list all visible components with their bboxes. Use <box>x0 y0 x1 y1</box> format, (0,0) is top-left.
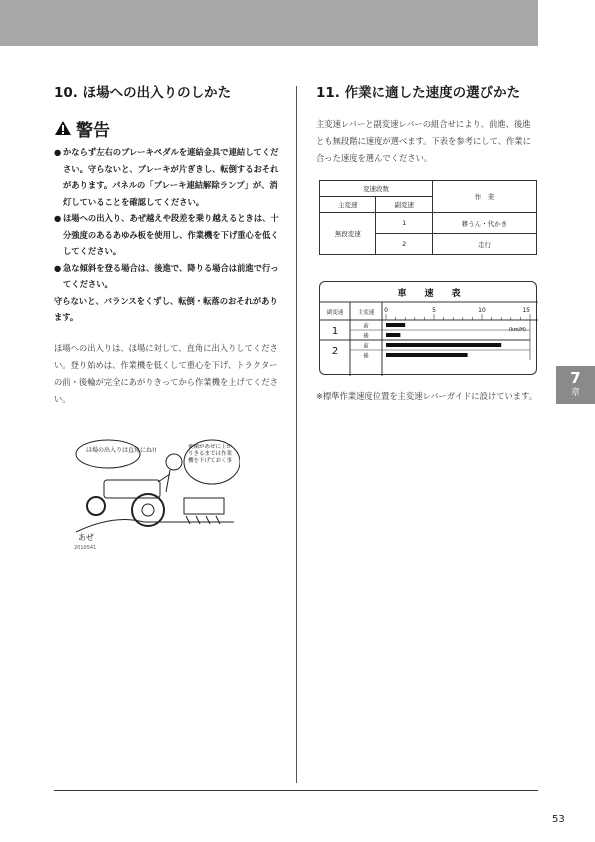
chart-group-sub-label: 1 <box>331 326 339 337</box>
chart-row-main-label: 前 <box>363 343 369 350</box>
warning-item <box>54 144 280 210</box>
chart-row-main-label: 前 <box>363 323 369 330</box>
warning-list <box>54 144 280 293</box>
table-cell-work: 走行 <box>432 234 536 255</box>
warning-heading <box>54 118 280 141</box>
warning-text: ほ場への出入り、あぜ越えや段差を乗り越えるときは、十分強度のあるあゆみ板を使用し、作業機を下げ重心を低くしてください。 <box>63 213 279 256</box>
right-column <box>316 84 538 175</box>
bullet-icon: ● <box>54 147 62 157</box>
header-band <box>0 0 538 46</box>
chart-unit-label: (km/H) <box>508 327 526 333</box>
page-number: 53 <box>552 814 565 825</box>
table-cell-main: 無段変速 <box>320 213 376 255</box>
bubble-right-text: 後輪があぜに上がりきるまでは作業機を下げておく事 <box>188 444 233 464</box>
speed-chart <box>319 281 537 375</box>
table-cell-sub: 2 <box>376 234 432 255</box>
left-column <box>54 84 280 416</box>
note-text: ※標準作業速度位置を主変速レバーガイドに設けています。 <box>316 391 538 402</box>
chapter-tab <box>556 366 595 404</box>
front-wheel <box>87 497 105 515</box>
chapter-number: 7 <box>570 369 581 387</box>
warning-item <box>54 260 280 293</box>
svg-text:あぜ <box>78 533 94 542</box>
ridge-line <box>76 520 234 532</box>
table-header-group: 変速段数 <box>320 181 433 197</box>
chart-row-main-label: 後 <box>363 333 369 340</box>
chart-title: 車 速 表 <box>397 289 461 299</box>
bottom-rule <box>54 790 538 791</box>
figure-id: 2010541 <box>74 545 97 551</box>
chart-header-main: 主変速 <box>357 310 375 316</box>
section-title-speed-selection: 11. 作業に適した速度の選びかた <box>316 85 521 101</box>
chapter-label: 章 <box>570 388 580 398</box>
chart-bar <box>386 323 405 327</box>
driver-head <box>166 454 182 470</box>
warning-label: 警告 <box>76 120 110 141</box>
chart-tick-label: 10 <box>478 307 486 314</box>
ground-label: あぜ <box>78 533 94 542</box>
table-header-main: 主変速 <box>320 197 376 213</box>
table-cell-work: 耕うん・代かき <box>432 213 536 234</box>
svg-text:ほ場の出入りは直角にね!! <box>86 446 157 454</box>
table-header-work: 作 業 <box>432 181 536 213</box>
chart-bar <box>386 353 468 357</box>
rear-wheel-hub <box>142 504 154 516</box>
chart-tick-label: 5 <box>432 307 436 314</box>
table-header-sub: 副変速 <box>376 197 432 213</box>
table-row <box>320 213 537 234</box>
gear-table <box>319 180 537 255</box>
section-title-field-entry: 10. ほ場への出入りのしかた <box>54 85 232 101</box>
rear-wheel <box>132 494 164 526</box>
warning-conclusion: 守らないと、バランスをくずし、転倒・転落のおそれがあります。 <box>54 295 278 322</box>
implement-tines <box>186 516 220 524</box>
bubble-left-text: ほ場の出入りは直角にね!! <box>86 447 157 454</box>
chart-bar <box>386 343 501 347</box>
table-cell-sub: 1 <box>376 213 432 234</box>
chart-row-main-label: 後 <box>363 353 369 360</box>
chart-header-sub: 副変速 <box>326 310 344 316</box>
chart-group-sub-label: 2 <box>331 346 339 357</box>
warning-text: かならず左右のブレーキペダルを連結金具で連結してください。守らないと、ブレーキが片ぎきし、転倒するおそれがあります。パネルの「ブレーキ連結解除ランプ」が、消灯していることを確認してください。 <box>63 147 279 207</box>
warning-triangle-icon <box>54 120 72 136</box>
chart-tick-label: 15 <box>522 307 530 314</box>
speech-bubble-left <box>76 440 140 468</box>
bullet-icon: ● <box>54 262 62 273</box>
speed-chart-svg <box>320 282 538 376</box>
bullet-icon: ● <box>54 213 62 223</box>
warning-item <box>54 210 280 260</box>
left-body-text: ほ場への出入りは、ほ場に対して、直角に出入りしてください。登り始めは、作業機を低くして重心を下げ、トラクターの前・後輪が完全にあがりきってから作業機を上げてください。 <box>54 342 279 404</box>
chart-bar <box>386 333 400 337</box>
right-body-text: 主変速レバーと副変速レバーの組合せにより、前進、後進とも無段階に速度が選べます。下表を参考にして、作業に合った速度を選んでください。 <box>316 119 531 163</box>
warning-text: 急な傾斜を登る場合は、後進で、降りる場合は前進で行ってください。 <box>63 262 279 289</box>
chart-tick-label: 0 <box>384 307 388 314</box>
column-divider <box>296 86 297 783</box>
rotary-implement <box>184 498 224 514</box>
tractor-illustration <box>74 436 240 544</box>
